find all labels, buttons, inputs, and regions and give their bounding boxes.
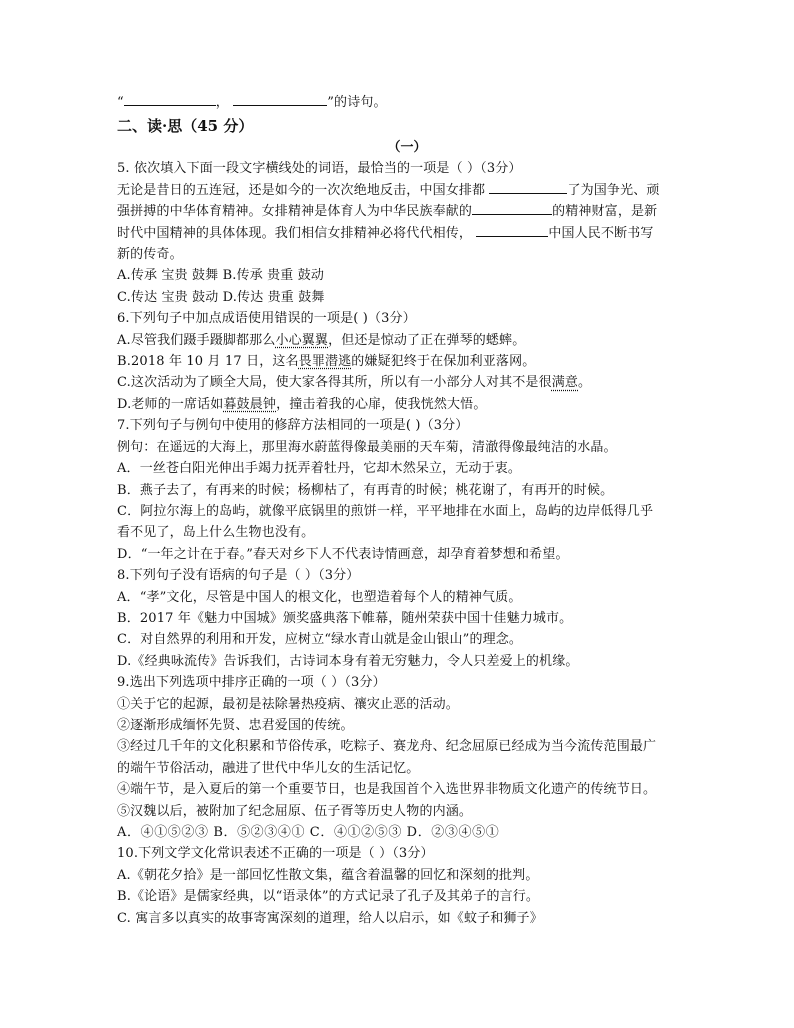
dotted-idiom: 暮鼓晨钟 bbox=[223, 396, 277, 412]
question-10-option-a: A.《朝花夕拾》是一部回忆性散文集，蕴含着温馨的回忆和深刻的批判。 bbox=[117, 867, 539, 883]
question-8-option-a: A．“孝”文化，尽管是中国人的根文化，也塑造着每个人的精神气质。 bbox=[117, 589, 522, 605]
answer-blank[interactable] bbox=[476, 224, 548, 237]
intro-line: “ ， ”的诗句。 bbox=[117, 95, 387, 110]
question-8-option-b: B．2017 年《魅力中国城》颁奖盛典落下帷幕，随州荣获中国十佳魅力城市。 bbox=[117, 610, 573, 626]
question-7-option-c-cont: 看不见了，岛上什么生物也没有。 bbox=[117, 525, 315, 541]
question-5-passage: 时代中国精神的具体体现。我们相信女排精神必将代代相传， 中国人民不断书写 bbox=[117, 225, 654, 241]
question-6-option-c: C.这次活动为了顾全大局，使大家各得其所，所以有一小部分人对其不是很满意。 bbox=[117, 375, 592, 391]
question-8-option-c: C．对自然界的利用和开发，应树立“绿水青山就是金山银山”的理念。 bbox=[117, 632, 523, 648]
dotted-idiom: 畏罪潜逃 bbox=[298, 354, 352, 370]
question-7-stem: 7.下列句子与例句中使用的修辞方法相同的一项是( )（3分） bbox=[117, 418, 469, 434]
question-9-sentence: ④端午节，是入夏后的第一个重要节日，也是我国首个入选世界非物质文化遗产的传统节日。 bbox=[117, 782, 657, 798]
question-5-stem: 5. 依次填入下面一段文字横线处的词语，最恰当的一项是（ ）（3分） bbox=[117, 161, 522, 177]
question-8-option-d: D.《经典咏流传》告诉我们，古诗词本身有着无穷魅力，令人只差爱上的机缘。 bbox=[117, 653, 579, 669]
question-7-option-c: C．阿拉尔海上的岛屿，就像平底锅里的煎饼一样，平平地排在水面上，岛屿的边岸低得几乎 bbox=[117, 503, 654, 519]
question-7-option-d: D．“一年之计在于春。”春天对乡下人不代表诗情画意，却孕育着梦想和希望。 bbox=[117, 546, 569, 562]
section-title: 二、读·思（45 分） bbox=[117, 117, 254, 136]
question-6-option-d: D.老师的一席话如暮鼓晨钟，撞击着我的心扉，使我恍然大悟。 bbox=[117, 396, 487, 412]
question-8-stem: 8.下列句子没有语病的句子是（ ）（3分） bbox=[117, 568, 360, 584]
dotted-idiom: 满意 bbox=[551, 375, 579, 391]
question-7-option-b: B．燕子去了，有再来的时候；杨柳枯了，有再青的时候；桃花谢了，有再开的时候。 bbox=[117, 482, 614, 498]
dotted-idiom: 小心翼翼 bbox=[275, 332, 329, 348]
question-5-passage: 强拼搏的中华体育精神。女排精神是体育人为中华民族奉献的 的精神财富，是新 bbox=[117, 204, 658, 220]
question-5-passage: 无论是昔日的五连冠，还是如今的一次次绝地反击，中国女排都 了为国争光、顽 bbox=[117, 182, 660, 198]
question-9-sentence: ⑤汉魏以后，被附加了纪念屈原、伍子胥等历史人物的内涵。 bbox=[117, 803, 473, 819]
question-6-option-a: A.尽管我们蹑手蹑脚都那么小心翼翼，但还是惊动了正在弹琴的蟋蟀。 bbox=[117, 332, 526, 348]
subsection-title: （一） bbox=[387, 140, 427, 156]
question-10-option-c: C. 寓言多以真实的故事寄寓深刻的道理，给人以启示，如《蚊子和狮子》 bbox=[117, 910, 543, 926]
question-6-stem: 6.下列句子中加点成语使用错误的一项是( )（3分） bbox=[117, 311, 416, 327]
question-9-sentence: ②逐渐形成缅怀先贤、忠君爱国的传统。 bbox=[117, 717, 354, 733]
question-10-stem: 10.下列文学文化常识表述不正确的一项是（ ）（3分） bbox=[117, 846, 434, 862]
question-9-sentence: ①关于它的起源，最初是祛除暑热疫病、禳灾止恶的活动。 bbox=[117, 696, 459, 712]
question-6-option-b: B.2018 年 10 月 17 日，这名畏罪潜逃的嫌疑犯终于在保加利亚落网。 bbox=[117, 354, 536, 370]
answer-blank[interactable] bbox=[233, 93, 327, 106]
question-5-passage: 新的传奇。 bbox=[117, 247, 183, 263]
question-9-sentence: ③经过几千年的文化积累和节俗传承，吃粽子、赛龙舟、纪念屈原已经成为当今流传范围最广 bbox=[117, 739, 657, 755]
answer-blank[interactable] bbox=[124, 93, 216, 106]
question-5-options: C.传达 宝贵 鼓动 D.传达 贵重 鼓舞 bbox=[117, 289, 325, 305]
exam-page bbox=[117, 92, 677, 929]
answer-blank[interactable] bbox=[489, 181, 567, 194]
answer-blank[interactable] bbox=[472, 202, 552, 215]
question-9-stem: 9.选出下列选项中排序正确的一项（ ）（3分） bbox=[117, 675, 386, 691]
question-5-options: A.传承 宝贵 鼓舞 B.传承 贵重 鼓动 bbox=[117, 268, 325, 284]
question-10-option-b: B.《论语》是儒家经典，以“语录体”的方式记录了孔子及其弟子的言行。 bbox=[117, 889, 540, 905]
question-7-example: 例句：在遥远的大海上，那里海水蔚蓝得像最美丽的天车菊，清澈得像最纯洁的水晶。 bbox=[117, 439, 617, 455]
question-9-options: A．④①⑤②③ B．⑤②③④① C．④①②⑤③ D．②③④⑤① bbox=[117, 825, 500, 840]
question-7-option-a: A．一丝苍白阳光伸出手竭力抚弄着牡丹，它却木然呆立，无动于衷。 bbox=[117, 461, 522, 477]
question-9-sentence-cont: 的端午节俗活动，融进了世代中华儿女的生活记忆。 bbox=[117, 760, 420, 776]
